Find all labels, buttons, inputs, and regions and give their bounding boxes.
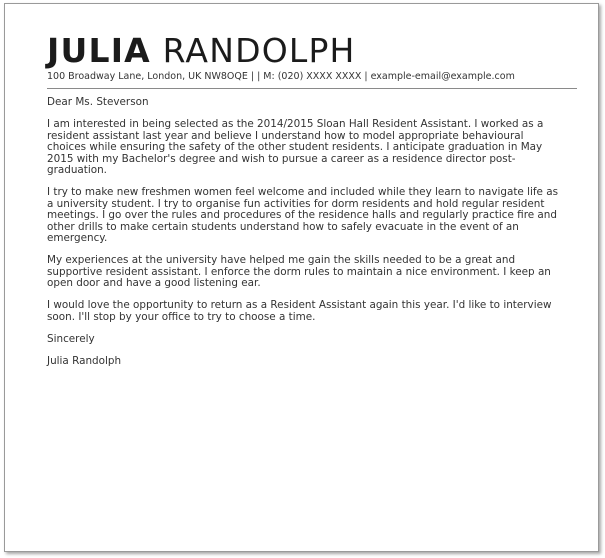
sender-first-name: JULIA — [47, 31, 151, 70]
closing: Sincerely — [47, 332, 95, 345]
letter-header — [47, 32, 515, 83]
sender-contact-line: 100 Broadway Lane, London, UK NW8OQE | | M: (020) XXXX XXXX | example-email@example.com — [47, 71, 515, 82]
header-divider — [47, 88, 577, 89]
body-paragraph-2: I try to make new freshmen women feel welcome and included while they learn to navigate life as a university student. I try to organise fun activities for dorm residents and hold regular resident meetings. I go over the rules and procedures of the residence halls and regularly practice fire and other drills to make certain students understand how to safely evacuate in the event of an emergency. — [47, 186, 559, 244]
salutation: Dear Ms. Steverson — [47, 96, 149, 108]
letter-page — [4, 3, 599, 552]
letter-body — [47, 97, 562, 378]
body-paragraph-3: My experiences at the university have helped me gain the skills needed to be a great and supportive resident assistant. I enforce the dorm rules to maintain a nice environment. I keep an open door and have a good listening ear. — [47, 254, 551, 289]
body-paragraph-4: I would love the opportunity to return as a Resident Assistant again this year. I'd like to interview soon. I'll stop by your office to try to choose a time. — [47, 299, 552, 323]
sender-last-name: RANDOLPH — [162, 31, 356, 70]
body-paragraph-1: I am interested in being selected as the 2014/2015 Sloan Hall Resident Assistant. I worked as a resident assistant last year and believe I understand how to model appropriate behavioural choices while ensuring the safety of the other student residents. I anticipate graduation in May 2015 with my Bachelor's degree and wish to pursue a career as a residence director post-graduation. — [47, 118, 544, 176]
sender-name — [47, 32, 515, 70]
signature: Julia Randolph — [47, 354, 122, 367]
